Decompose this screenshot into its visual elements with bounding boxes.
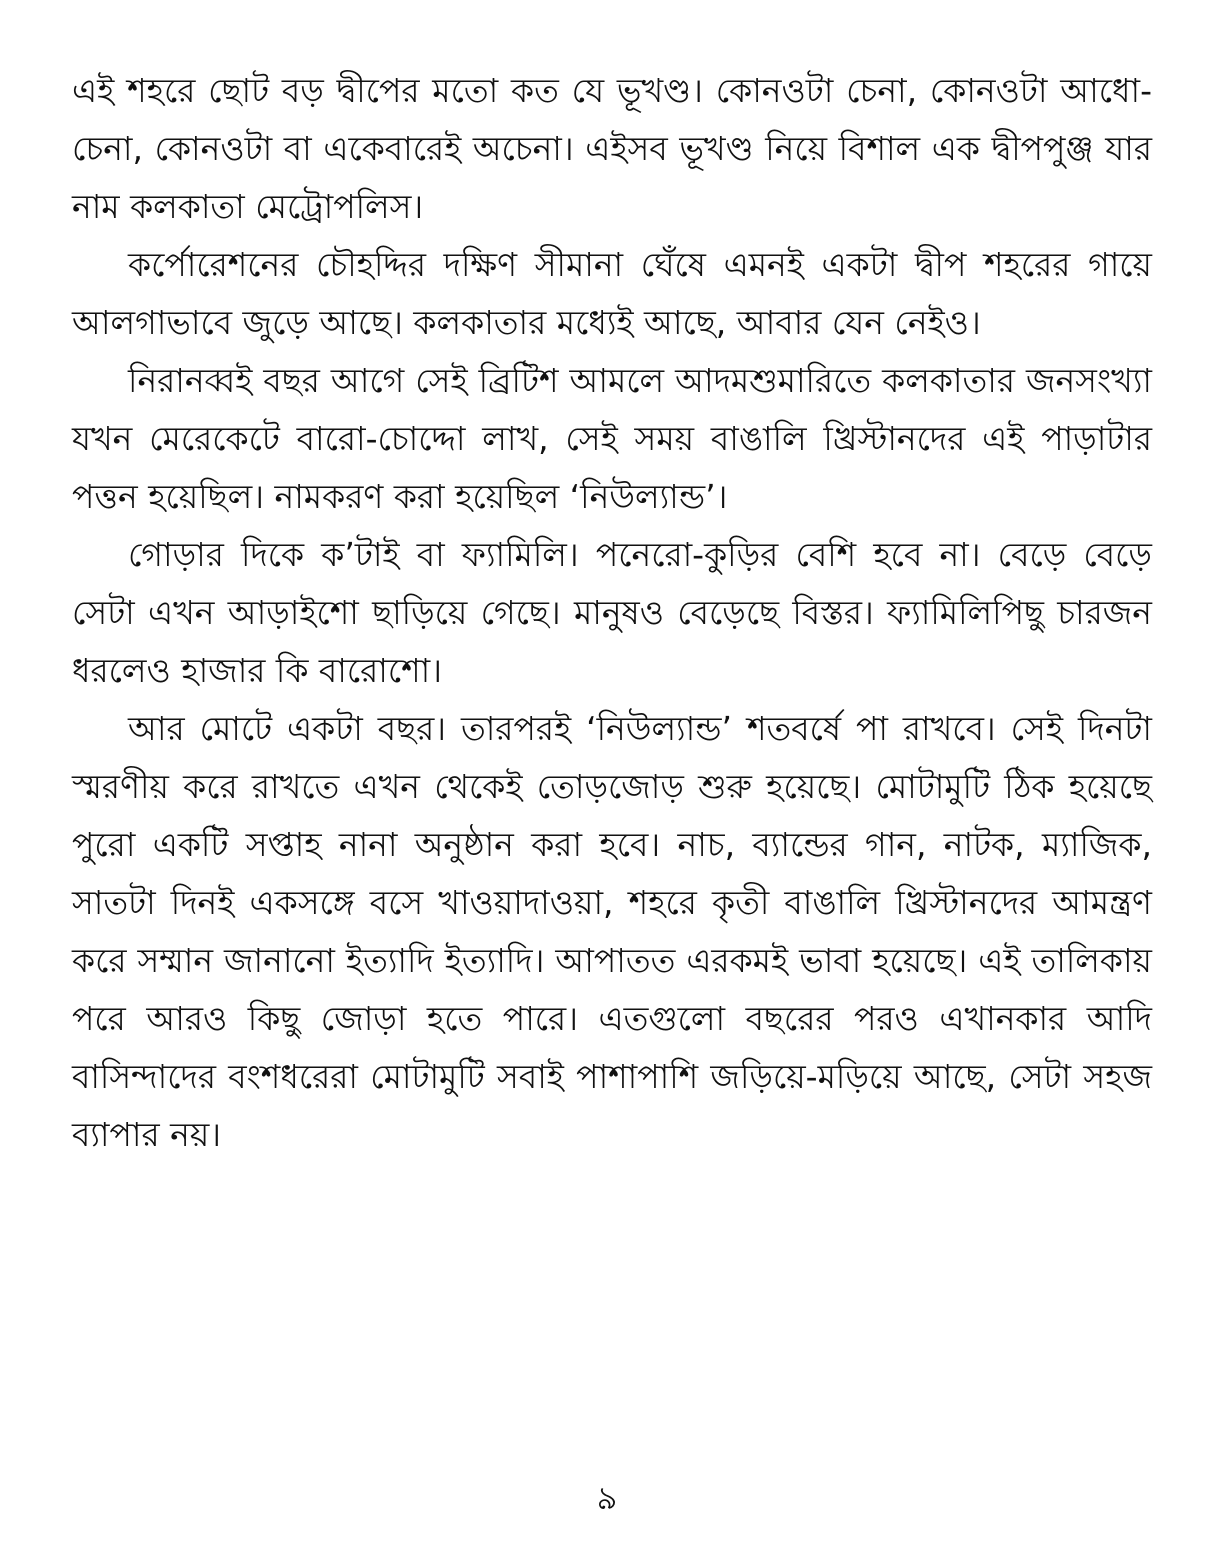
paragraph-5: আর মোটে একটা বছর। তারপরই ‘নিউল্যান্ড’ শতবর্ষে পা রাখবে। সেই দিনটা স্মরণীয় করে রাখতে এখন থেকেই তোড়জোড় শুরু হয়েছে। মোটামুটি ঠিক হয়েছে পুরো একটি সপ্তাহ নানা অনুষ্ঠান করা হবে। নাচ, ব্যান্ডের গান, নাটক, ম্যাজিক, সাতটা দিনই একসঙ্গে বসে খাওয়াদাওয়া, শহরে কৃতী বাঙালি খ্রিস্টানদের আমন্ত্রণ করে সম্মান জানানো ইত্যাদি ইত্যাদি। আপাতত এরকমই ভাবা হয়েছে। এই তালিকায় পরে আরও কিছু জোড়া হতে পারে। এতগুলো বছরের পরও এখানকার আদি বাসিন্দাদের বংশধরেরা মোটামুটি সবাই পাশাপাশি জড়িয়ে-মড়িয়ে আছে, সেটা সহজ ব্যাপার নয়। <box>72 709 1152 1154</box>
paragraph-3: নিরানব্বই বছর আগে সেই ব্রিটিশ আমলে আদমশুমারিতে কলকাতার জনসংখ্যা যখন মেরেকেটে বারো-চোদ্দো লাখ, সেই সময় বাঙালি খ্রিস্টানদের এই পাড়াটার পত্তন হয়েছিল। নামকরণ করা হয়েছিল ‘নিউল্যান্ড’। <box>72 361 1152 516</box>
page-number: ৯ <box>596 1479 618 1517</box>
paragraph-4: গোড়ার দিকে ক’টাই বা ফ্যামিলি। পনেরো-কুড়ির বেশি হবে না। বেড়ে বেড়ে সেটা এখন আড়াইশো ছাড়িয়ে গেছে। মানুষও বেড়েছে বিস্তর। ফ্যামিলিপিছু চারজন ধরলেও হাজার কি বারোশো। <box>72 535 1152 690</box>
body-text <box>72 62 1152 1164</box>
paragraph-2: কর্পোরেশনের চৌহদ্দির দক্ষিণ সীমানা ঘেঁষে এমনই একটা দ্বীপ শহরের গায়ে আলগাভাবে জুড়ে আছে। কলকাতার মধ্যেই আছে, আবার যেন নেইও। <box>72 245 1152 342</box>
paragraph-1: এই শহরে ছোট বড় দ্বীপের মতো কত যে ভূখণ্ড। কোনওটা চেনা, কোনওটা আধো-চেনা, কোনওটা বা একেবারেই অচেনা। এইসব ভূখণ্ড নিয়ে বিশাল এক দ্বীপপুঞ্জ যার নাম কলকাতা মেট্রোপলিস। <box>72 71 1152 226</box>
